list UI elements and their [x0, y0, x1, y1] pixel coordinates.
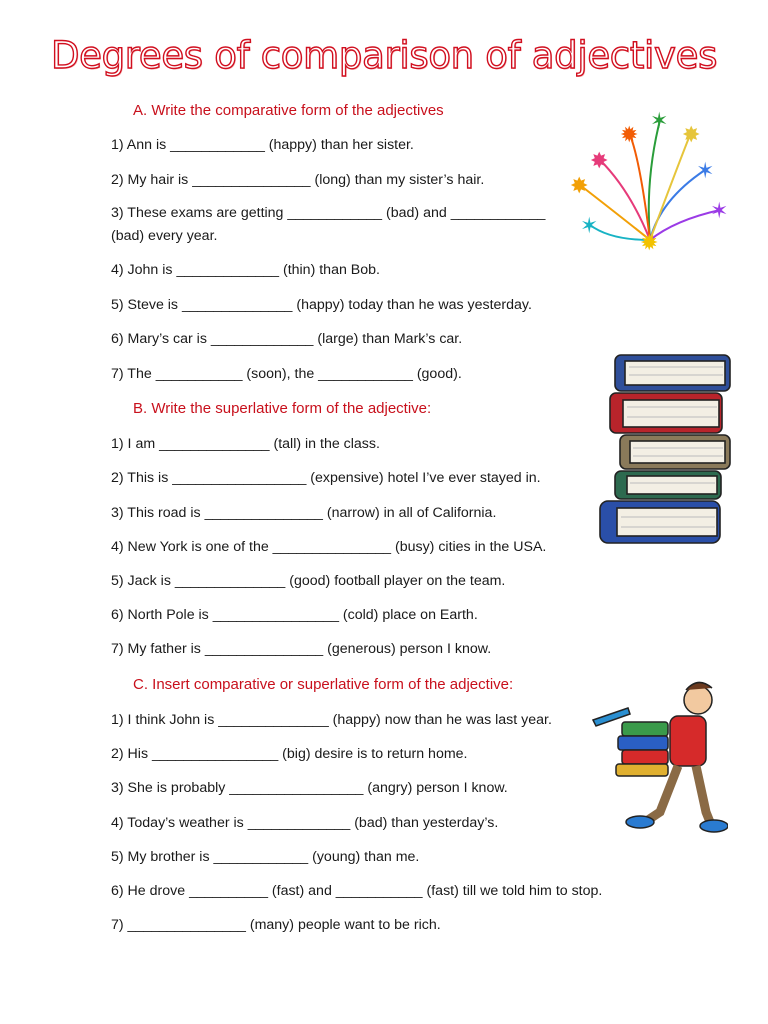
- exercise-line: 4) John is _____________ (thin) than Bob.: [111, 262, 380, 278]
- exercise-line: 6) He drove __________ (fast) and ___________ (fast) till we told him to stop.: [111, 883, 603, 899]
- exercise-line: 3) She is probably _________________ (angry) person I know.: [111, 780, 508, 796]
- svg-text:✹: ✹: [620, 123, 639, 148]
- section-c-heading: C. Insert comparative or superlative form of the adjective:: [133, 676, 514, 693]
- svg-text:✸: ✸: [590, 149, 609, 174]
- exercise-line: 6) North Pole is ________________ (cold) place on Earth.: [111, 607, 478, 623]
- exercise-line: 2) His ________________ (big) desire is to return home.: [111, 746, 468, 762]
- man-carrying-books-illustration: [588, 672, 728, 837]
- section-b-heading: B. Write the superlative form of the adjective:: [133, 400, 432, 417]
- svg-text:✶: ✶: [696, 159, 715, 184]
- exercise-line: 3) This road is _______________ (narrow) in all of California.: [111, 505, 497, 521]
- book-stack-illustration: [595, 345, 745, 550]
- svg-text:✹: ✹: [640, 231, 659, 255]
- exercise-line: 1) I am ______________ (tall) in the class.: [111, 436, 380, 452]
- svg-text:✸: ✸: [570, 174, 589, 199]
- exercise-line: 7) _______________ (many) people want to be rich.: [111, 917, 441, 933]
- exercise-line: 7) The ___________ (soon), the ____________ (good).: [111, 366, 462, 382]
- exercise-line: 3) These exams are getting ____________ (bad) and ____________ (bad) every year.: [111, 205, 546, 244]
- exercise-line: 5) My brother is ____________ (young) than me.: [111, 849, 420, 865]
- svg-text:✶: ✶: [650, 109, 669, 134]
- section-a-heading: A. Write the comparative form of the adjectives: [133, 102, 444, 119]
- svg-text:✸: ✸: [682, 123, 701, 148]
- exercise-line: 1) Ann is ____________ (happy) than her sister.: [111, 137, 414, 153]
- exercise-line: 4) Today’s weather is _____________ (bad) than yesterday’s.: [111, 815, 499, 831]
- page-title: Degrees of comparison of adjectives: [50, 34, 718, 77]
- svg-text:✶: ✶: [580, 214, 599, 239]
- exercise-line: 1) I think John is ______________ (happy) now than he was last year.: [111, 712, 552, 728]
- exercise-line: 5) Jack is ______________ (good) football player on the team.: [111, 573, 506, 589]
- exercise-line: 4) New York is one of the _______________ (busy) cities in the USA.: [111, 539, 547, 555]
- exercise-line: 5) Steve is ______________ (happy) today than he was yesterday.: [111, 297, 532, 313]
- exercise-line: 2) This is _________________ (expensive) hotel I’ve ever stayed in.: [111, 470, 541, 486]
- fireworks-illustration: [570, 100, 730, 255]
- svg-text:✶: ✶: [710, 199, 729, 224]
- exercise-line: 2) My hair is _______________ (long) than my sister’s hair.: [111, 172, 485, 188]
- exercise-line: 6) Mary’s car is _____________ (large) than Mark’s car.: [111, 331, 463, 347]
- exercise-line: 7) My father is _______________ (generous) person I know.: [111, 641, 492, 657]
